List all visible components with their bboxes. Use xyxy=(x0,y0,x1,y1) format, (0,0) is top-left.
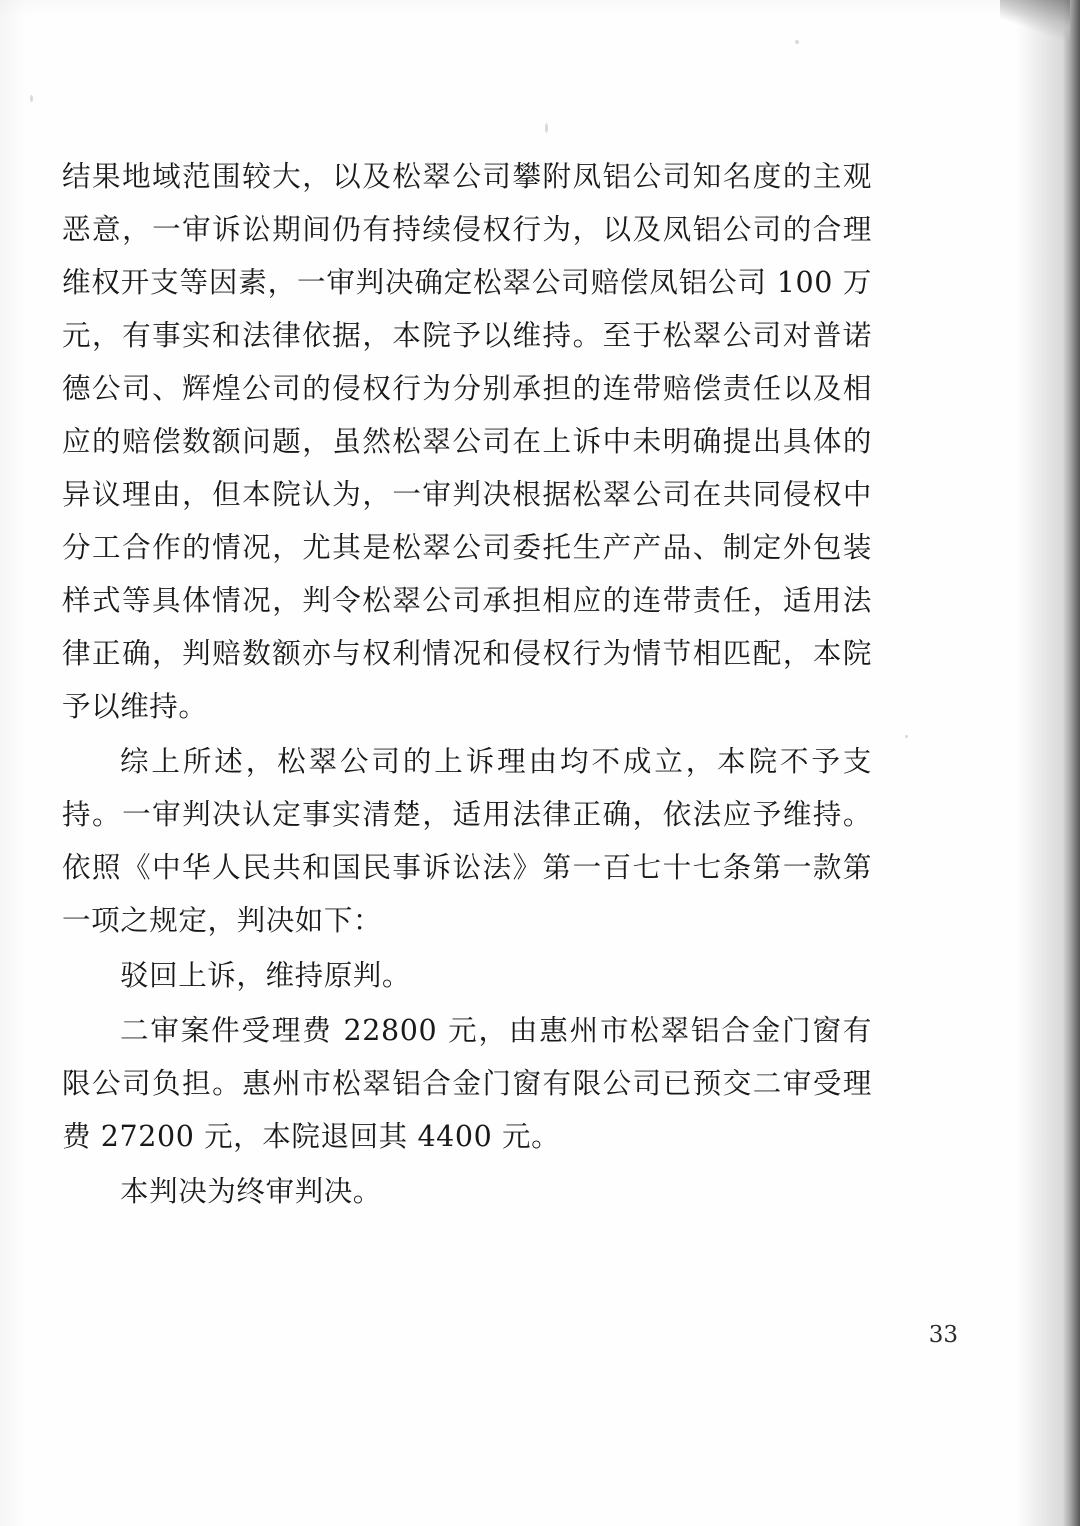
page-number: 33 xyxy=(928,1322,958,1348)
scan-speck xyxy=(795,40,799,44)
scan-speck xyxy=(30,95,33,102)
paragraph-1: 结果地域范围较大，以及松翠公司攀附凤铝公司知名度的主观恶意，一审诉讼期间仍有持续侵权行为，以及凤铝公司的合理维权开支等因素，一审判决确定松翠公司赔偿凤铝公司 100 万元，有事实和法律依据，本院予以维持。至于松翠公司对普诺德公司、辉煌公司的侵权行为分别承担的连带赔偿责任以及相应的赔偿数额问题，虽然松翠公司在上诉中未明确提出具体的异议理由，但本院认为，一审判决根据松翠公司在共同侵权中分工合作的情况，尤其是松翠公司委托生产产品、制定外包装样式等具体情况，判令松翠公司承担相应的连带责任，适用法律正确，判赔数额亦与权利情况和侵权行为情节相匹配，本院予以维持。 xyxy=(62,160,872,723)
scan-speck xyxy=(905,735,908,738)
paragraph-2: 综上所述，松翠公司的上诉理由均不成立，本院不予支持。一审判决认定事实清楚，适用法律正确，依法应予维持。依照《中华人民共和国民事诉讼法》第一百七十七条第一款第一项之规定，判决如下： xyxy=(62,745,872,937)
page-binding-shadow xyxy=(1016,0,1062,1526)
page-binding-edge xyxy=(1062,0,1080,1526)
scan-speck xyxy=(545,123,548,133)
paragraph-4: 二审案件受理费 22800 元，由惠州市松翠铝合金门窗有限公司负担。惠州市松翠铝合金门窗有限公司已预交二审受理费 27200 元，本院退回其 4400 元。 xyxy=(62,1014,872,1153)
page-corner-fold xyxy=(1000,0,1070,46)
document-body xyxy=(62,150,872,1220)
paragraph-3: 驳回上诉，维持原判。 xyxy=(120,959,412,992)
paragraph-5: 本判决为终审判决。 xyxy=(120,1175,382,1208)
